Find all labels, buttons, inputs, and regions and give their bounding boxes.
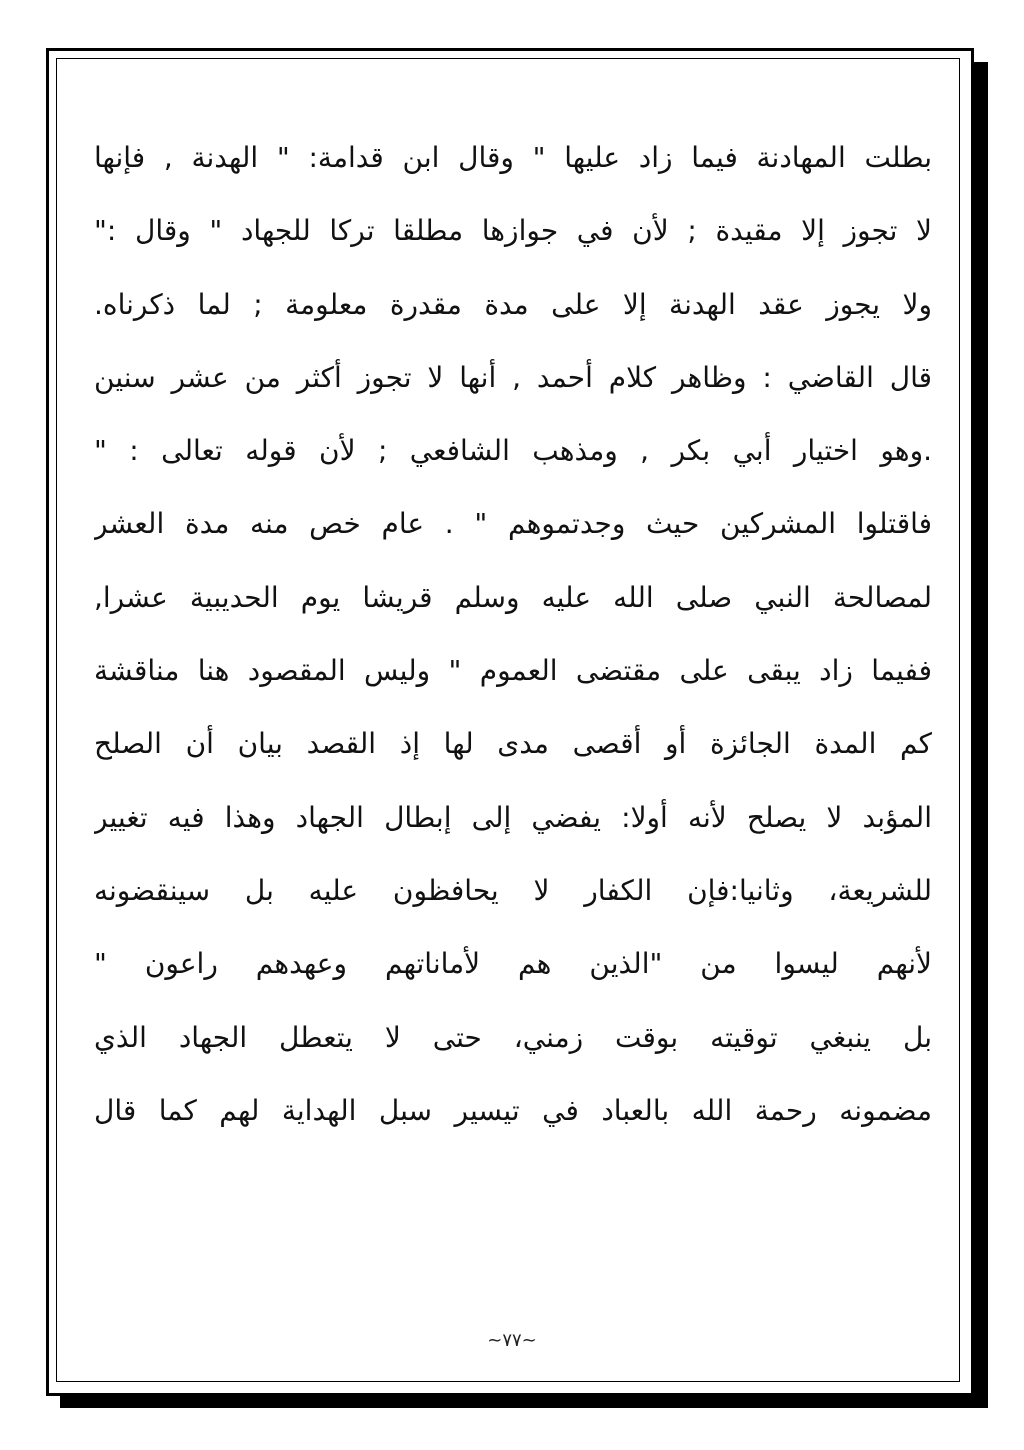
text-line: بل ينبغي توقيته بوقت زمني، حتى لا يتعطل الجهاد الذي [94,1020,932,1054]
text-line: مضمونه رحمة الله بالعباد في تيسير سبل الهداية لهم كما قال [94,1093,932,1127]
text-line: كم المدة الجائزة أو أقصى مدى لها إذ القصد بيان أن الصلح [94,727,932,761]
page-number: ~٧٧~ [487,1330,537,1351]
text-line: ففيما زاد يبقى على مقتضى العموم " وليس المقصود هنا مناقشة [94,654,932,688]
text-line: بطلت المهادنة فيما زاد عليها " وقال ابن قدامة: " الهدنة , فإنها [94,141,932,174]
text-line: لمصالحة النبي صلى الله عليه وسلم قريشا يوم الحديبية عشرا, [94,580,932,614]
text-line: لأنهم ليسوا من "الذين هم لأماناتهم وعهدهم راعون " [94,947,932,981]
text-line: .وهو اختيار أبي بكر , ومذهب الشافعي ; لأن قوله تعالى : " [94,434,932,468]
body-text [94,128,932,1154]
text-line: قال القاضي : وظاهر كلام أحمد , أنها لا تجوز أكثر من عشر سنين [94,360,932,394]
text-line: لا تجوز إلا مقيدة ; لأن في جوازها مطلقا تركا للجهاد " وقال :" [94,214,932,248]
text-line: ولا يجوز عقد الهدنة إلا على مدة مقدرة معلومة ; لما ذكرناه. [94,287,932,321]
text-line: فاقتلوا المشركين حيث وجدتموهم " . عام خص منه مدة العشر [94,507,932,541]
text-line: للشريعة، وثانيا:فإن الكفار لا يحافظون عليه بل سينقضونه [94,873,932,907]
text-line: المؤبد لا يصلح لأنه أولا: يفضي إلى إبطال الجهاد وهذا فيه تغيير [94,800,932,834]
